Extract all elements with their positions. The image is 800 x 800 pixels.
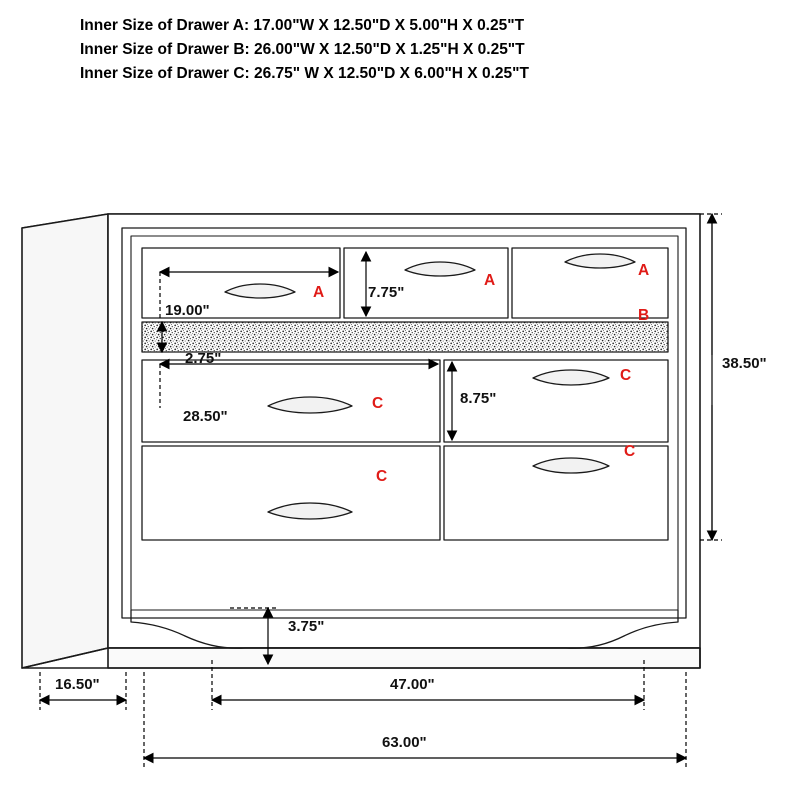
spec-line-drawer-c: Inner Size of Drawer C: 26.75" W X 12.50"D X 6.00"H X 0.25"T <box>80 65 529 82</box>
drawer-tag-b: B <box>638 307 650 324</box>
dim-total-height: 38.50" <box>722 355 767 372</box>
drawer-tag-a3: A <box>638 262 650 279</box>
drawer-tag-c4: C <box>376 468 388 485</box>
dim-base-height: 3.75" <box>288 618 325 635</box>
dim-inner-width: 47.00" <box>390 676 435 693</box>
dim-depth: 16.50" <box>55 676 100 693</box>
drawer-tag-c2: C <box>372 395 384 412</box>
drawer-tag-a1: A <box>313 284 325 301</box>
dim-drawer-a-width: 19.00" <box>165 302 210 319</box>
dim-drawer-c-width: 28.50" <box>183 408 228 425</box>
drawer-tag-c3: C <box>624 443 636 460</box>
spec-line-drawer-a: Inner Size of Drawer A: 17.00"W X 12.50"D X 5.00"H X 0.25"T <box>80 17 525 34</box>
dim-total-width: 63.00" <box>382 734 427 751</box>
drawer-tag-c1: C <box>620 367 632 384</box>
dim-drawer-b-height: 2.75" <box>185 350 222 367</box>
drawer-tag-a2: A <box>484 272 496 289</box>
dim-drawer-a-height: 7.75" <box>368 284 405 301</box>
dim-drawer-c-height: 8.75" <box>460 390 497 407</box>
spec-line-drawer-b: Inner Size of Drawer B: 26.00"W X 12.50"D X 1.25"H X 0.25"T <box>80 41 525 58</box>
